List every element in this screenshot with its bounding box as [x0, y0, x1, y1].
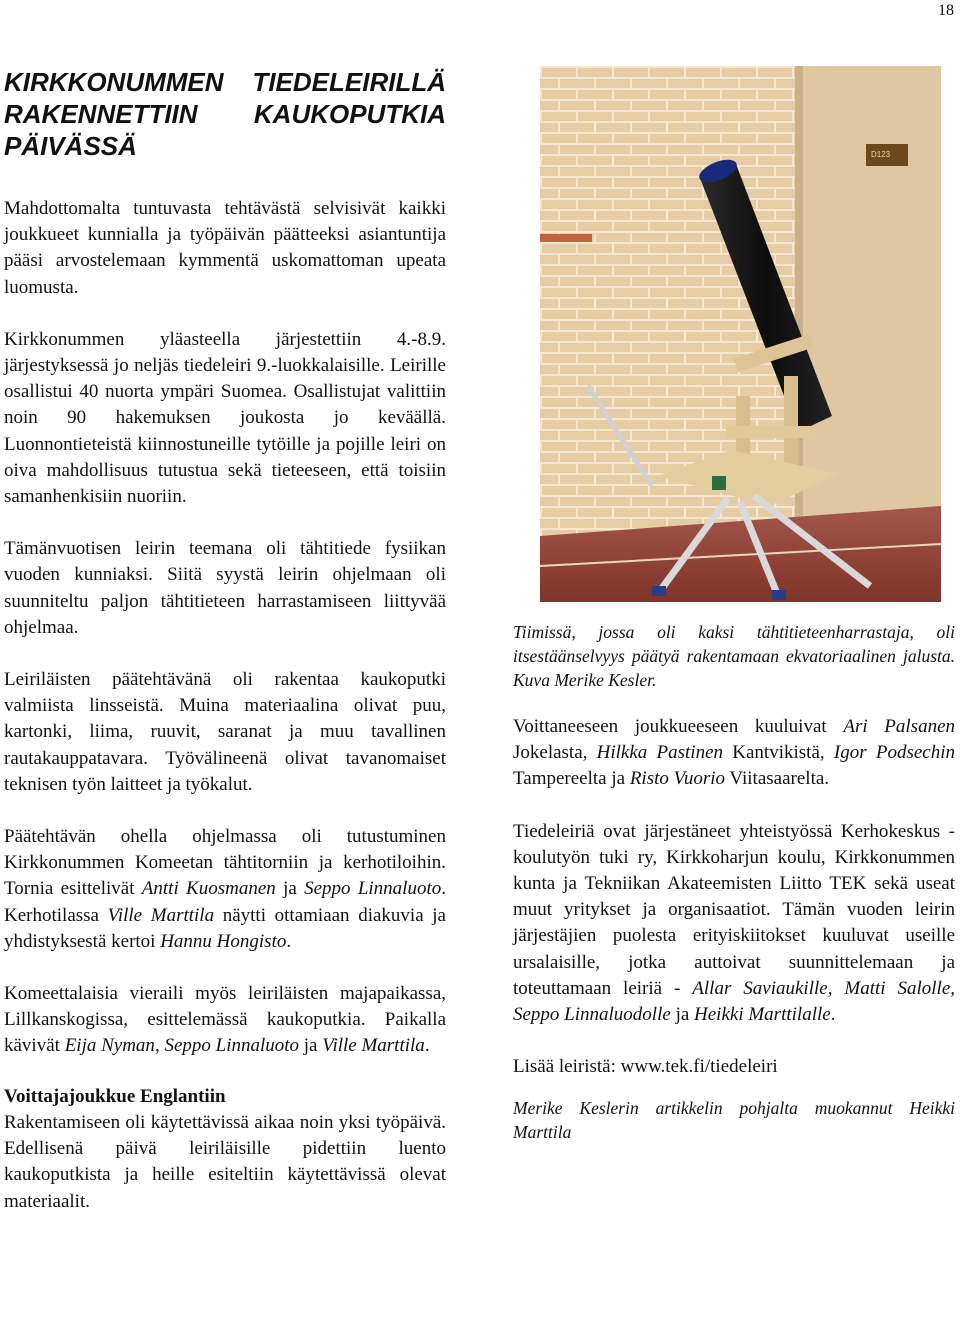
paragraph-intro: Mahdottomalta tuntuvasta tehtävästä selvisivät kaikki joukkueet kunnialla ja työpäivän päätteeksi asiantuntija pääsi arvostelemaan kymmentä uskomattoman upeata luomusta. — [4, 198, 446, 298]
person-name: Hilkka Pastinen — [596, 742, 724, 764]
person-name: Hannu Hongisto — [160, 930, 287, 952]
person-name: Heikki Marttilalle — [694, 1004, 831, 1026]
article-title-line1: KIRKKONUMMEN TIEDELEIRILLÄ RAKENNETTIIN KAUKOPUTKIA — [4, 67, 446, 129]
paragraph-winners: Voittaneeseen joukkueeseen kuuluivat Ari Palsanen Jokelasta, Hilkka Pastinen Kantvikistä, Igor Podsechin Tampereelta ja Risto Vuorio Viitasaarelta. — [513, 716, 955, 790]
paragraph-task: Leiriläisten päätehtävänä oli rakentaa kaukoputki valmiista linsseistä. Muina materiaalina olivat puu, kartonki, liima, ruuvit, saranat ja muu tavallinen rautakauppatavara. Työvälineenä olivat tavanomaiset teknisen työn laitteet ja työkalut. — [4, 669, 446, 795]
paragraph-observatory: Päätehtävän ohella ohjelmassa oli tutustuminen Kirkkonummen Komeetan tähtitorniin ja kerhotiloihin. Tornia esittelivät Antti Kuosmanen ja Seppo Linnaluoto. Kerhotilassa Ville Marttila näytti ottamiaan diakuvia ja yhdistyksestä kertoi Hannu Hongisto. — [4, 826, 446, 952]
paragraph-visit: Komeettalaisia vieraili myös leiriläisten majapaikassa, Lillkanskogissa, esittelemässä kaukoputkia. Paikalla kävivät Eija Nyman, Seppo Linnaluoto ja Ville Marttila. — [4, 983, 446, 1057]
door-sign-text: D123 — [871, 150, 891, 159]
paragraph-winners-intro: Voittajajoukkue Englantiin Rakentamiseen oli käytettävissä aikaa noin yksi työpäivä. Edellisenä päivä leiriläisille pidettiin luento kaukoputkista ja heille esiteltiin käytettävissä olevat materiaalit. — [4, 1085, 446, 1212]
person-name: Antti Kuosmanen — [141, 878, 276, 900]
person-name: Risto Vuorio — [629, 768, 726, 790]
more-info-link[interactable]: Lisää leiristä: www.tek.fi/tiedeleiri — [513, 1056, 778, 1078]
paragraph-camp: Kirkkonummen yläasteella järjestettiin 4.-8.9. järjestyksessä jo neljäs tiedeleiri 9.-luokkalaisille. Leirille osallistui 40 nuorta ympäri Suomea. Osallistujat valittiin noin 90 hakemuksen joukosta jo keväällä. Luonnontieteistä kiinnostuneille tytöille ja pojille leiri on oiva mahdollisuus tutustua sekä tieteeseen, että toisiin samanhenkisiin nuoriin. — [4, 328, 446, 508]
article-title — [4, 66, 446, 162]
article-title-line2: PÄIVÄSSÄ — [4, 131, 137, 161]
subheading: Voittajajoukkue Englantiin — [4, 1085, 226, 1107]
red-rod — [540, 234, 592, 242]
right-column — [513, 620, 955, 1144]
page-number: 18 — [938, 2, 954, 19]
paragraph-organizers: Tiedeleiriä ovat järjestäneet yhteistyössä Kerhokeskus - koulutyön tuki ry, Kirkkoharjun koulu, Kirkkonummen kunta ja Tekniikan Akateemisten Liitto TEK sekä useat muut yritykset ja organisaatiot. Tämän vuoden leirin järjestäjien puolesta erityiskiitokset kuuluvat useille ursalaisille, jotka auttoivat suunnittelemaan ja toteuttamaan leiriä - Allar Saviaukille, Matti Salolle, Seppo Linnaluodolle ja Heikki Marttilalle. — [513, 820, 956, 1026]
person-name: Ville Marttila — [107, 904, 215, 926]
person-name: Seppo Linnaluoto — [304, 878, 442, 900]
person-names: Allar Saviaukille, Matti Salolle, Seppo Linnaluodolle — [513, 977, 956, 1026]
photo-caption: Tiimissä, jossa oli kaksi tähtitieteenharrastaja, oli itsestäänselvyys päätyä rakentamaan ekvatoriaalinen jalusta. Kuva Merike Kesler. — [513, 622, 955, 690]
person-name: Eija Nyman — [64, 1035, 155, 1057]
byline: Merike Keslerin artikkelin pohjalta muokannut Heikki Marttila — [513, 1098, 955, 1143]
person-name: Seppo Linnaluoto — [164, 1035, 300, 1057]
paragraph-theme: Tämänvuotisen leirin teemana oli tähtitiede fysiikan vuoden kunniaksi. Siitä syystä leirin ohjelmaan oli suunniteltu paljon tähtitieteen harrastamiseen liittyvää ohjelmaa. — [4, 538, 446, 638]
person-name: Ari Palsanen — [843, 716, 955, 737]
person-name: Ville Marttila — [322, 1035, 425, 1057]
telescope-photo — [540, 66, 941, 602]
left-column — [4, 66, 446, 1241]
person-name: Igor Podsechin — [833, 742, 955, 764]
